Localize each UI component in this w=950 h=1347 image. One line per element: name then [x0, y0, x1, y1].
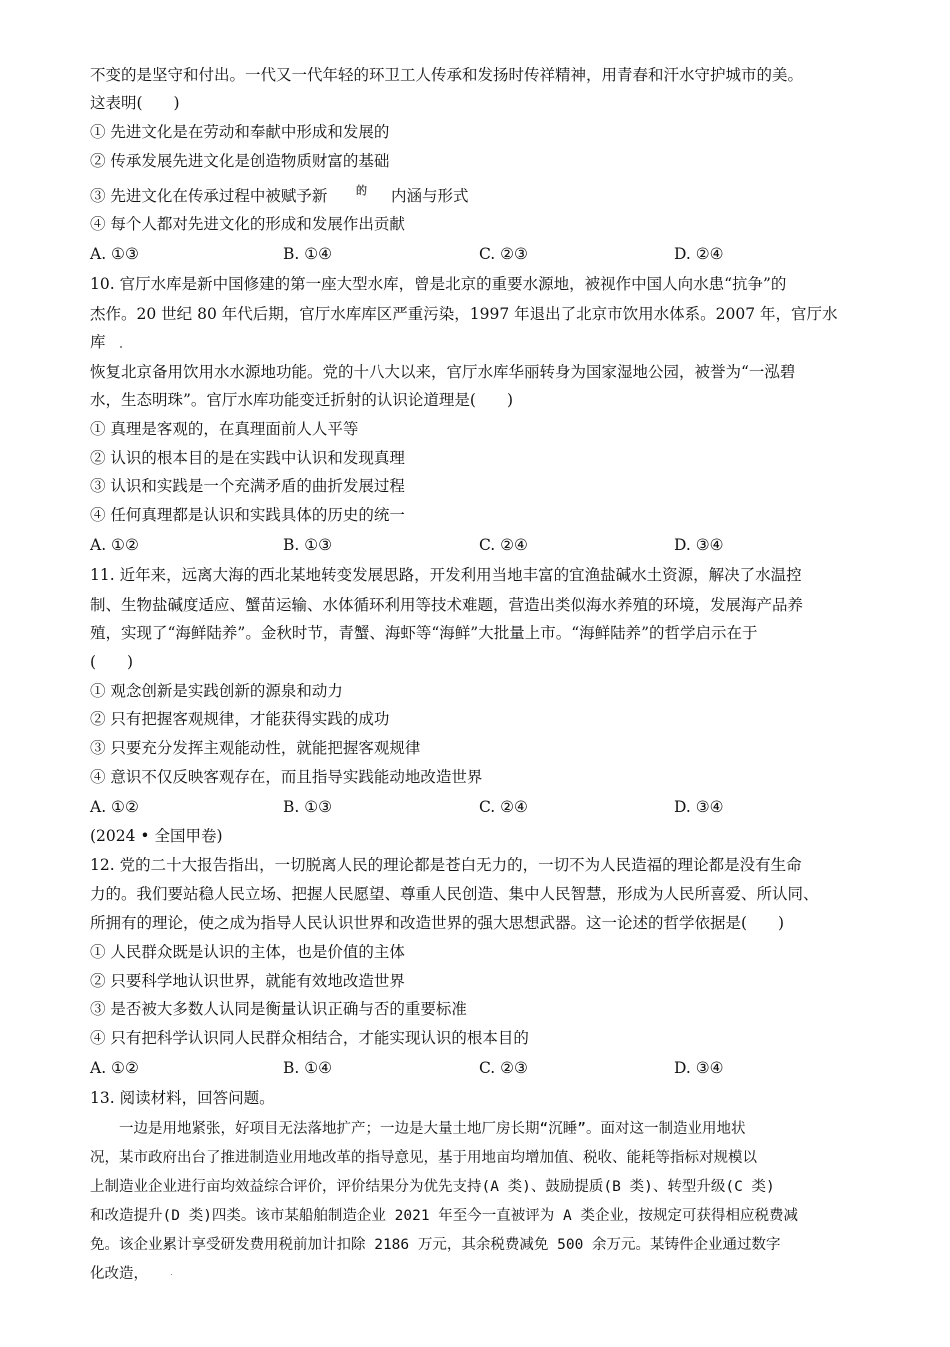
q9-item-fragment: 内涵与形式 [391, 187, 469, 205]
q13-material-line: 一边是用地紧张，好项目无法落地扩产；一边是大量土地厂房长期“沉睡”。面对这一制造业用地状 [90, 1121, 746, 1137]
q12-item: ③ 是否被大多数人认同是衡量认识正确与否的重要标准 [90, 1000, 467, 1018]
q10-stem-line: 杰作。20 世纪 80 年代后期，官厅水库库区严重污染，1997 年退出了北京市饮用水体系。2007 年，官厅水 [90, 305, 838, 323]
option-b: B. ①④ [283, 245, 333, 263]
option-c: C. ②④ [479, 798, 528, 816]
q9-stem-line: 这表明( ) [90, 94, 180, 112]
option-a: A. ①② [90, 536, 139, 554]
stray-dot [120, 346, 122, 348]
q13-material-line: 和改造提升(D 类)四类。该市某船舶制造企业 2021 年至今一直被评为 A 类企业，按规定可获得相应税费减 [90, 1208, 798, 1224]
q13-stem-line: 13. 阅读材料，回答问题。 [90, 1089, 275, 1107]
q12-item: ② 只要科学地认识世界，就能有效地改造世界 [90, 972, 405, 990]
q9-item: ④ 每个人都对先进文化的形成和发展作出贡献 [90, 215, 405, 233]
q12-stem-line: 力的。我们要站稳人民立场、把握人民愿望、尊重人民创造、集中人民智慧，形成为人民所喜爱、所认同、 [90, 885, 819, 903]
q10-item: ④ 任何真理都是认识和实践具体的历史的统一 [90, 506, 405, 524]
option-d: D. ②④ [674, 245, 724, 263]
option-b: B. ①③ [283, 536, 333, 554]
q9-options [90, 243, 870, 265]
q11-stem-line: 11. 近年来，远离大海的西北某地转变发展思路，开发利用当地丰富的宜渔盐碱水土资源，解决了水温控 [90, 566, 802, 584]
q9-item: ① 先进文化是在劳动和奉献中形成和发展的 [90, 123, 390, 141]
q9-item: ③ 先进文化在传承过程中被赋予新 [90, 187, 328, 205]
option-a: A. ①② [90, 798, 139, 816]
option-a: A. ①③ [90, 245, 139, 263]
stray-dot [171, 1274, 172, 1275]
option-c: C. ②③ [479, 1059, 528, 1077]
option-a: A. ①② [90, 1059, 139, 1077]
q10-stem-line: 水，生态明珠”。官厅水库功能变迁折射的认识论道理是( ) [90, 391, 514, 409]
q13-material-line: 况，某市政府出台了推进制造业用地改革的指导意见，基于用地亩均增加值、税收、能耗等指标对规模以 [90, 1150, 757, 1166]
q11-item: ① 观念创新是实践创新的源泉和动力 [90, 682, 343, 700]
q13-material-line: 化改造， [90, 1266, 148, 1282]
q11-item: ② 只有把握客观规律，才能获得实践的成功 [90, 710, 390, 728]
q13-material-line: 上制造业企业进行亩均效益综合评价，评价结果分为优先支持(A 类)、鼓励提质(B 类)、转型升级(C 类) [90, 1179, 775, 1195]
option-b: B. ①③ [283, 798, 333, 816]
q10-item: ② 认识的根本目的是在实践中认识和发现真理 [90, 449, 405, 467]
source-tag: (2024 • 全国甲卷) [90, 827, 223, 845]
q9-stem-line: 不变的是坚守和付出。一代又一代年轻的环卫工人传承和发扬时传祥精神，用青春和汗水守护城市的美。 [90, 66, 804, 84]
q10-options [90, 534, 870, 556]
q10-stem-line: 10. 官厅水库是新中国修建的第一座大型水库，曾是北京的重要水源地，被视作中国人向水患“抗争”的 [90, 275, 787, 293]
q11-item: ④ 意识不仅反映客观存在，而且指导实践能动地改造世界 [90, 768, 483, 786]
option-d: D. ③④ [674, 536, 724, 554]
q12-item: ④ 只有把科学认识同人民群众相结合，才能实现认识的根本目的 [90, 1029, 529, 1047]
q9-item: ② 传承发展先进文化是创造物质财富的基础 [90, 152, 390, 170]
option-c: C. ②③ [479, 245, 528, 263]
q10-stem-line: 恢复北京备用饮用水水源地功能。党的十八大以来，官厅水库华丽转身为国家湿地公园，被誉为“一泓碧 [90, 363, 796, 381]
q10-stem-line: 库 [90, 333, 106, 351]
q12-options [90, 1057, 870, 1079]
q11-item: ③ 只要充分发挥主观能动性，就能把握客观规律 [90, 739, 421, 757]
q10-item: ① 真理是客观的，在真理面前人人平等 [90, 420, 359, 438]
q13-material-line: 免。该企业累计享受研发费用税前加计扣除 2186 万元，其余税费减免 500 余万元。某铸件企业通过数字 [90, 1237, 781, 1253]
q11-stem-line: 殖，实现了“海鲜陆养”。金秋时节，青蟹、海虾等“海鲜”大批量上市。“海鲜陆养”的哲学启示在于 [90, 624, 758, 642]
q11-options [90, 796, 870, 818]
q9-item-fragment: 的 [356, 184, 367, 197]
q10-item: ③ 认识和实践是一个充满矛盾的曲折发展过程 [90, 477, 405, 495]
q12-stem-line: 12. 党的二十大报告指出，一切脱离人民的理论都是苍白无力的，一切不为人民造福的理论都是没有生命 [90, 856, 802, 874]
option-c: C. ②④ [479, 536, 528, 554]
q12-stem-line: 所拥有的理论，使之成为指导人民认识世界和改造世界的强大思想武器。这一论述的哲学依据是( ) [90, 914, 785, 932]
option-d: D. ③④ [674, 798, 724, 816]
option-b: B. ①④ [283, 1059, 333, 1077]
q12-item: ① 人民群众既是认识的主体，也是价值的主体 [90, 943, 405, 961]
q11-stem-line: ( ) [90, 653, 134, 671]
option-d: D. ③④ [674, 1059, 724, 1077]
q11-stem-line: 制、生物盐碱度适应、蟹苗运输、水体循环利用等技术难题，营造出类似海水养殖的环境，发展海产品养 [90, 596, 804, 614]
